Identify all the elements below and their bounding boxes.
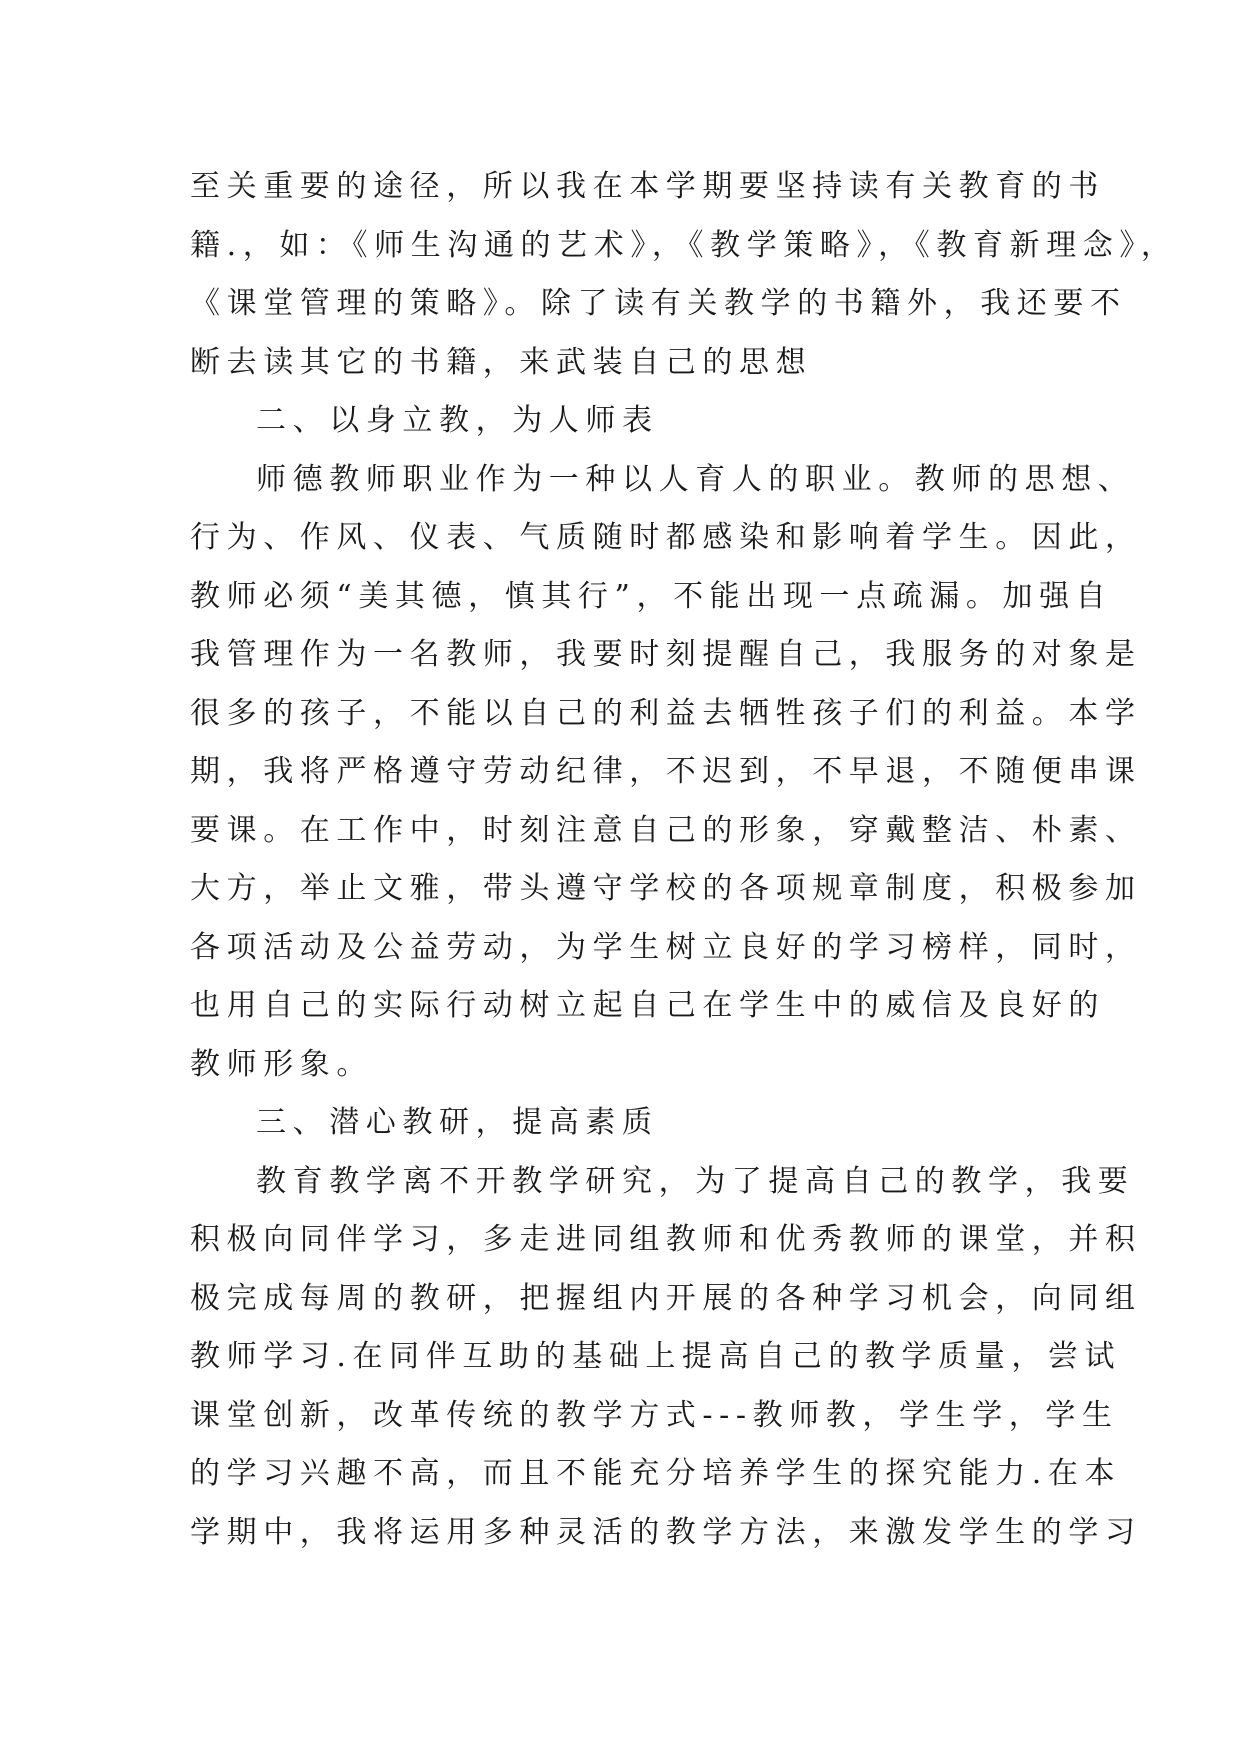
text-line: 三、潜心教研，提高素质 (256, 1105, 659, 1140)
text-line: 也用自己的实际行动树立起自己在学生中的威信及良好的 (190, 988, 1105, 1023)
text-line: 教师学习.在同伴互助的基础上提高自己的教学质量，尝试 (190, 1339, 1122, 1374)
text-line: 学期中，我将运用多种灵活的教学方法，来激发学生的学习 (190, 1514, 1142, 1550)
text-line: 断去读其它的书籍，来武装自己的思想 (190, 344, 813, 380)
text-line: 的学习兴趣不高，而且不能充分培养学生的探究能力.在本 (190, 1456, 1122, 1491)
text-line: 积极向同伴学习，多走进同组教师和优秀教师的课堂，并积 (190, 1222, 1142, 1257)
text-line: 教师形象。 (190, 1046, 373, 1082)
text-line: 各项活动及公益劳动，为学生树立良好的学习榜样，同时， (190, 929, 1142, 965)
text-line: 极完成每周的教研，把握组内开展的各种学习机会，向同组 (190, 1280, 1142, 1316)
text-line: 《课堂管理的策略》。除了读有关教学的书籍外，我还要不 (190, 286, 1127, 321)
text-line: 教师必须“美其德，慎其行”，不能出现一点疏漏。加强自 (190, 578, 1113, 614)
document-body (190, 158, 1178, 1562)
text-line: 很多的孩子，不能以自己的利益去牺牲孩子们的利益。本学 (190, 695, 1142, 731)
text-line: 要课。在工作中，时刻注意自己的形象，穿戴整洁、朴素、 (190, 812, 1142, 848)
text-line: 大方，举止文雅，带头遵守学校的各项规章制度，积极参加 (190, 871, 1142, 906)
text-line: 教育教学离不开教学研究，为了提高自己的教学，我要 (256, 1163, 1135, 1199)
text-line: 二、以身立教，为人师表 (256, 403, 659, 438)
text-line: 行为、作风、仪表、气质随时都感染和影响着学生。因此， (190, 520, 1142, 555)
text-line: 至关重要的途径，所以我在本学期要坚持读有关教育的书 (190, 169, 1105, 204)
text-line: 课堂创新，改革传统的教学方式---教师教，学生学，学生 (190, 1397, 1119, 1433)
text-line: 籍.，如：《师生沟通的艺术》，《教学策略》，《教育新理念》， (190, 227, 1178, 263)
text-line: 师德教师职业作为一种以人育人的职业。教师的思想、 (256, 461, 1135, 497)
text-line: 期，我将严格遵守劳动纪律，不迟到，不早退，不随便串课 (190, 754, 1142, 789)
text-line: 我管理作为一名教师，我要时刻提醒自己，我服务的对象是 (190, 637, 1142, 672)
